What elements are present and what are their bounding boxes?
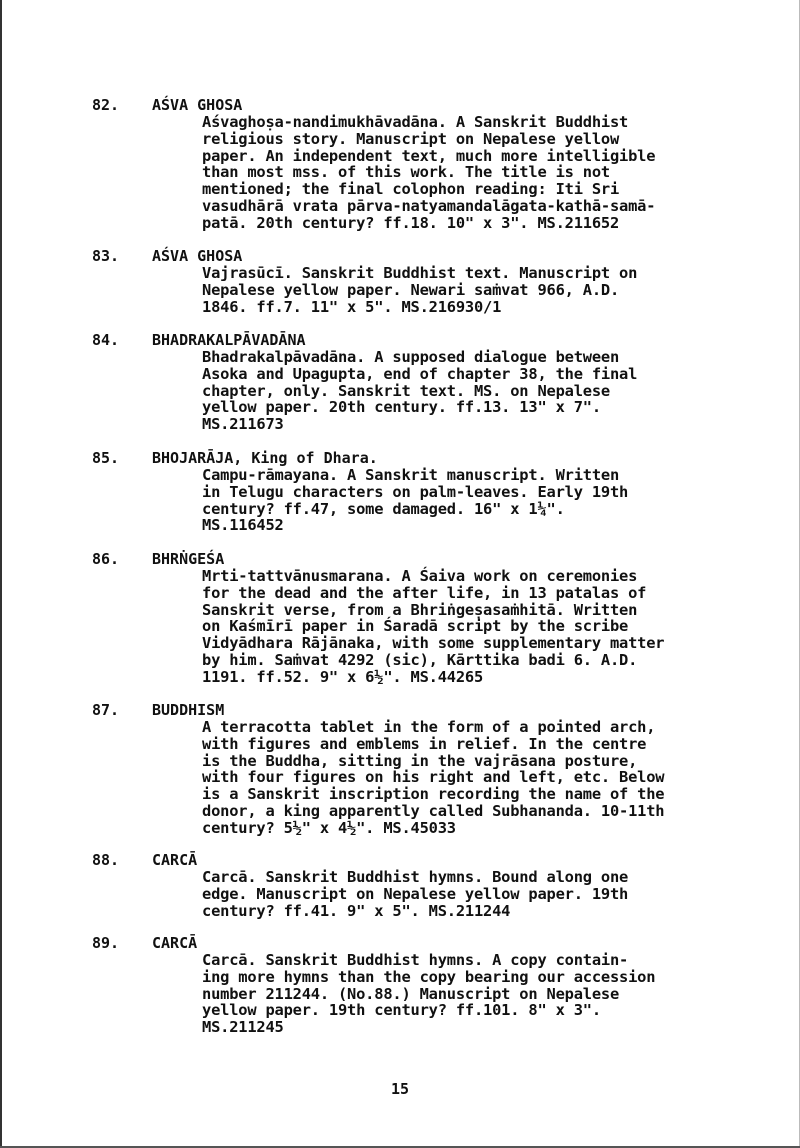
entry-line: by him. Saṁvat 4292 (sic), Kārttika badi 6. A.D. [202,650,638,669]
entry-description [202,952,762,1036]
entry-number: 82. [92,96,120,114]
entry-line: A terracotta tablet in the form of a pointed arch, [202,718,656,736]
entry-line: yellow paper. 19th century? ff.101. 8" x 3". [202,1001,601,1020]
entry-line: is the Buddha, sitting in the vajrāsana posture, [202,751,638,770]
entry-heading: CARCĀ [152,934,198,952]
entry-line: Bhadrakalpāvadāna. A supposed dialogue between [202,348,620,366]
entry-description [202,349,762,433]
entry-description [202,114,762,232]
entry-line: Nepalese yellow paper. Newari saṁvat 966, A.D. [202,280,620,299]
entry-line: for the dead and the after life, in 13 patalas of [202,583,647,602]
entry-line: Carcā. Sanskrit Buddhist hymns. Bound along one [202,868,629,886]
entry-heading: BHOJARĀJA, King of Dhara. [152,449,378,467]
entry-number: 84. [92,331,120,349]
entry-heading: BHADRAKALPĀVADĀNA [152,331,306,349]
entry-line: Campu-rāmayana. A Sanskrit manuscript. Written [202,466,620,484]
entry-line: century? ff.47, some damaged. 16" x 1¼". [202,499,565,518]
entry-line: century? ff.41. 9" x 5". MS.211244 [202,901,511,920]
entry-line: Carcā. Sanskrit Buddhist hymns. A copy contain- [202,951,629,969]
entry-number: 88. [92,851,120,869]
entry-line: Asoka and Upagupta, end of chapter 38, the final [202,364,638,383]
entry-line: edge. Manuscript on Nepalese yellow paper. 19th [202,884,629,903]
entry-heading: BUDDHISM [152,701,225,719]
entry-description [202,467,762,534]
entry-line: mentioned; the final colophon reading: Iti Sri [202,180,620,199]
page-number: 15 [390,1080,410,1098]
entry-line: with four figures on his right and left, etc. Below [202,768,665,787]
entry-line: century? 5½" x 4½". MS.45033 [202,818,456,837]
entry-number: 86. [92,550,120,568]
entry-line: on Kaśmīrī paper in Śaradā script by the scribe [202,617,629,636]
entry-line: ing more hymns than the copy bearing our accession [202,967,656,986]
entry-description [202,719,762,837]
entry-line: than most mss. of this work. The title is not [202,163,610,182]
entry-line: paper. An independent text, much more intelligible [202,146,656,165]
entry-heading: CARCĀ [152,851,198,869]
entry-line: Sanskrit verse, from a Bhriṅgeṣasaṁhitā. Written [202,600,638,619]
entry-line: Vajrasūcī. Sanskrit Buddhist text. Manuscript on [202,264,638,282]
scan-edge-left [0,0,2,1148]
entry-line: 1191. ff.52. 9" x 6½". MS.44265 [202,667,484,686]
entry-description [202,869,762,919]
entry-line: Mrti-tattvānusmarana. A Śaiva work on ceremonies [202,567,638,585]
entry-line: number 211244. (No.88.) Manuscript on Nepalese [202,984,620,1003]
entry-number: 89. [92,934,120,952]
entry-line: in Telugu characters on palm-leaves. Early 19th [202,482,629,501]
entry-line: MS.116452 [202,516,284,535]
entry-number: 83. [92,247,120,265]
entry-line: Vidyādhara Rājānaka, with some supplementary matter [202,634,665,653]
entry-description [202,568,762,686]
entry-line: is a Sanskrit inscription recording the name of the [202,785,665,804]
entry-line: yellow paper. 20th century. ff.13. 13" x 7". [202,398,601,417]
entry-line: MS.211673 [202,415,284,434]
entry-heading: AŚVA GHOSA [152,96,243,114]
entry-line: with figures and emblems in relief. In the centre [202,734,647,753]
entry-number: 87. [92,701,120,719]
entry-line: donor, a king apparently called Subhananda. 10-11th [202,801,665,820]
entry-line: MS.211245 [202,1018,284,1037]
entry-heading: BHRṄGEŚA [152,550,225,568]
entry-number: 85. [92,449,120,467]
entry-line: religious story. Manuscript on Nepalese yellow [202,129,620,148]
entry-line: 1846. ff.7. 11" x 5". MS.216930/1 [202,297,502,316]
entry-line: Aśvaghoṣa-nandimukhāvadāna. A Sanskrit Buddhist [202,113,629,131]
entry-line: patā. 20th century? ff.18. 10" x 3". MS.211652 [202,213,620,232]
entry-heading: AŚVA GHOSA [152,247,243,265]
entry-description [202,265,762,315]
entry-line: vasudhārā vrata pārva-natyamandalāgata-kathā-samā- [202,196,656,215]
entry-line: chapter, only. Sanskrit text. MS. on Nepalese [202,381,610,400]
